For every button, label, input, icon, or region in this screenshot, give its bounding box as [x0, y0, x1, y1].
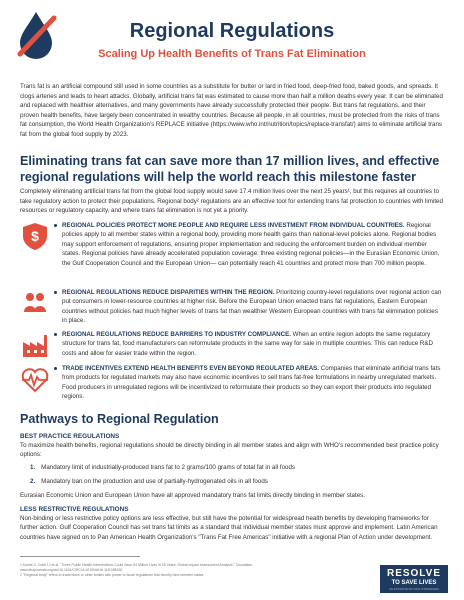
section-heading: Eliminating trans fat can save more than 17 million lives, and effective regional regulations will help the world reach this milestone faster	[20, 154, 440, 184]
brand-name: RESOLVE	[386, 568, 442, 579]
benefit-body: Companies that eliminate artificial trans fats from products for regulated markets may also have economic incentives to sell trans fat-free formulations in nearby unregulated markets. Food producers in unregulated regions will be incentivized to reformulate their products so they can export their products into regulated regions.	[62, 365, 441, 401]
best-practice-text: To maximize health benefits, regional regulations should be directly binding in all member states and align with WHO's recommended best practice policy options:	[20, 442, 439, 459]
benefit-body: Regional policies apply to all member states within a regional body, providing more health gains than national-level policies alone. Regional bodies may support enforcement of regulations, ensuring proper implementation and reducing the enforcement burden on individual member states. Regional policies have already accelerated population coverage: three existing regional policies—in the Eurasian Economic Union, the Gulf Cooperation Council and the European Union— can potentially reach 41 countries and protect more than 700 million people.	[62, 222, 440, 267]
bullet-dot	[54, 291, 57, 294]
bullet-dot	[54, 224, 57, 227]
benefit-body: Prioritizing country-level regulations over regional action can put consumers in lower-resource countries at higher risk. Before the European Union enacted trans fat regulations, Eastern European countries without policies had much higher levels of trans fat than wealthier Western European countries with trans fat elimination policies in place.	[62, 289, 442, 325]
best-practice-note: Eurasian Economic Union and European Union have all approved mandatory trans fat limits directly binding in member states.	[20, 492, 365, 499]
benefit-title: REGIONAL POLICIES PROTECT MORE PEOPLE AND REQUIRE LESS INVESTMENT FROM INDIVIDUAL COUNTRIES.	[62, 222, 405, 229]
footnote-divider	[20, 556, 140, 557]
pathways-title: Pathways to Regional Regulation	[20, 412, 219, 426]
benefit-text	[62, 364, 442, 402]
people-heart-icon	[20, 288, 50, 318]
dollar-shield-icon	[20, 221, 50, 251]
bullet-dot	[54, 367, 57, 370]
benefit-title: REGIONAL REGULATIONS REDUCE DISPARITIES WITHIN THE REGION.	[62, 289, 275, 296]
section-intro: Completely eliminating artificial trans fat from the global food supply would save 17.4 million lives over the next 25 years¹, but this requires all countries to take regulatory action to protect their populations. Regional body² regulations are an effective tool for extending trans fat protection to countries with limited resources or regulatory capacity, and where trans fat elimination is not yet a priority.	[20, 188, 443, 215]
page-title: Regional Regulations	[129, 20, 335, 42]
intro-paragraph: Trans fat is an artificial compound still used in some countries as a substitute for butter or lard in fried food, deep-fried food, baked goods, and spreads. It clogs arteries and leads to heart attacks. Globally, artificial trans fat was estimated to cause more than half a million deaths every year. It can be eliminated and replaced with healthier alternatives, and many governments have already successfully protected their people. But trans fat regulations, and their proven health benefits, have largely been concentrated in wealthy countries. Because all people, in all countries, must be protected from the risks of trans fat consumption, the World Health Organization's REPLACE initiative (https://www.who.int/nutrition/topics/replace-transfat/) aims to eliminate artificial trans fat from the global food supply by 2023.	[20, 83, 443, 138]
benefit-title: TRADE INCENTIVES EXTEND HEALTH BENEFITS EVEN BEYOND REGULATED AREAS.	[62, 365, 320, 372]
benefit-text	[62, 221, 442, 268]
svg-text:$: $	[31, 228, 39, 244]
page-subtitle: Scaling Up Health Benefits of Trans Fat Elimination	[98, 48, 366, 60]
brand-small: AN INITIATIVE OF VITAL STRATEGIES	[389, 587, 439, 591]
less-restrictive-text: Non-binding or less restrictive policy options are less effective, but still have the potential for widespread health benefits by developing frameworks for further action. Gulf Cooperation Council has set trans fat limits as a standard that individual member states must approve and implement. Latin American countries have signed on to Pan American Health Organization's "Trans Fat Free Americas" initiative with a regional Plan of Action under development.	[20, 515, 438, 541]
less-restrictive-heading: LESS RESTRICTIVE REGULATIONS	[20, 506, 129, 513]
option-number: 2.	[30, 478, 36, 485]
benefit-item	[20, 288, 444, 328]
brand-tagline: TO SAVE LIVES	[391, 580, 437, 586]
footnotes	[20, 563, 350, 578]
benefit-body: When an entire region adopts the same regulatory structure for trans fat, food manufacturers can reformulate products in the same way for sale in multiple countries. This can reduce R&D costs and allow for easier trade within the region.	[62, 331, 433, 357]
option-text: Mandatory ban on the production and use of partially-hydrogenated oils in all foods	[41, 478, 268, 485]
footnote: 1 Kontis V, Cobb LJ et al. "Three Public Health Interventions Could Save 94 Million Lives in 25 Years: Global Impact Assessment Analysis." Circulation. www.ahajournals.org/doi/10.1161/CIRCULATIONAHA.118.038160	[20, 563, 254, 572]
option-text: Mandatory limit of industrially-produced trans fat to 2 grams/100 grams of total fat in all foods	[41, 464, 295, 471]
benefit-item	[20, 364, 444, 404]
resolve-logo	[380, 565, 448, 593]
page-header	[0, 0, 464, 78]
benefit-title: REGIONAL REGULATIONS REDUCE BARRIERS TO INDUSTRY COMPLIANCE.	[62, 331, 291, 338]
option-number: 1.	[30, 464, 36, 471]
bullet-dot	[54, 333, 57, 336]
heartbeat-icon	[20, 364, 50, 394]
policy-option	[30, 463, 430, 472]
benefit-item	[20, 221, 444, 281]
benefit-item	[20, 330, 444, 362]
policy-option	[30, 477, 430, 486]
factory-icon	[20, 330, 50, 360]
best-practice-heading: BEST PRACTICE REGULATIONS	[20, 433, 120, 440]
benefit-text	[62, 330, 442, 358]
footnote: 2 "Regional body" refers to trade blocs or other bodies with power to issue regulations that directly bind member states.	[20, 573, 205, 577]
benefit-text	[62, 288, 442, 326]
